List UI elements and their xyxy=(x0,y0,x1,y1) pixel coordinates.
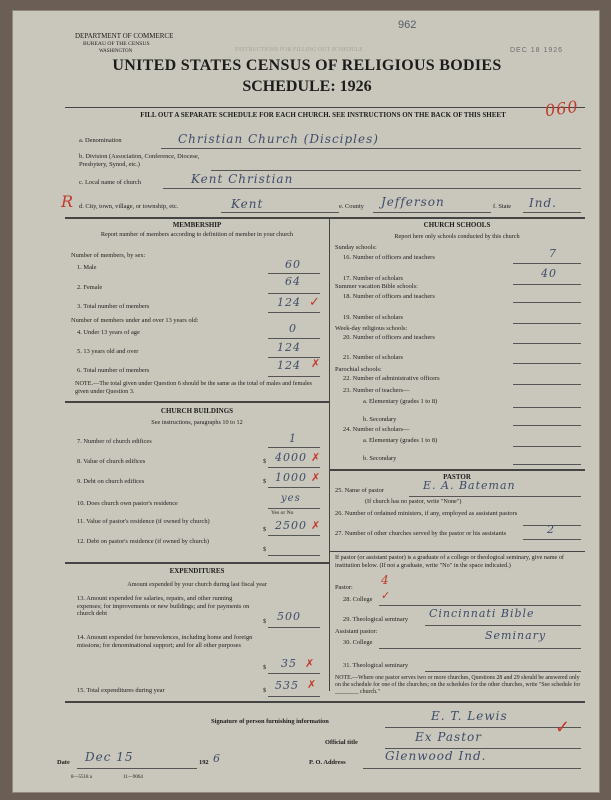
q20-line xyxy=(513,343,581,344)
state-label: f. State xyxy=(493,203,512,210)
expenditures-rule xyxy=(65,562,329,564)
q13-line xyxy=(268,627,320,628)
parochial-schools-label: Parochial schools: xyxy=(335,366,382,373)
official-title-value: Ex Pastor xyxy=(415,730,482,744)
q3-value: 124 xyxy=(277,296,301,309)
q14-line xyxy=(268,673,320,674)
q16-value: 7 xyxy=(549,247,557,260)
denomination-line xyxy=(161,148,581,149)
faded-instructions-heading: INSTRUCTIONS FOR FILLING OUT SCHEDULE xyxy=(235,47,363,53)
review-check-mark: ✓ xyxy=(555,717,571,737)
q8-x-mark: ✗ xyxy=(311,452,321,464)
sunday-schools-label: Sunday schools: xyxy=(335,244,377,251)
q10-label: 10. Does church own pastor's residence xyxy=(77,500,178,507)
q6-value: 124 xyxy=(277,359,301,372)
instruction-rule-top xyxy=(65,107,585,108)
pastor-heading: PASTOR xyxy=(443,473,471,481)
q8-line xyxy=(268,467,320,468)
q23a-line xyxy=(513,407,581,408)
q28-line xyxy=(379,605,581,606)
q6-x-mark: ✗ xyxy=(311,358,321,370)
pastor-rule xyxy=(329,469,585,471)
dept-name: DEPARTMENT OF COMMERCE xyxy=(75,32,174,40)
q4-label: 4. Under 13 years of age xyxy=(77,329,140,336)
q24-label: 24. Number of scholars— xyxy=(343,426,410,433)
po-address-line xyxy=(363,768,581,769)
q2-value: 64 xyxy=(285,275,301,288)
q23a-label: a. Elementary (grades 1 to 8) xyxy=(363,398,438,405)
classification-code: 060 xyxy=(543,96,580,121)
q14-label: 14. Amount expended for benevolences, including home and foreign missions; for denominational support; and for all other purposes xyxy=(77,634,253,649)
q9-value: 1000 xyxy=(275,471,307,484)
graduate-instruction: If pastor (or assistant pastor) is a graduate of a college or theological seminary, give name of institution below. (If not a graduate, write "No" in the space indicated.) xyxy=(335,554,564,569)
date-value: Dec 15 xyxy=(85,750,134,764)
q4-value: 0 xyxy=(289,322,297,335)
q27-value: 2 xyxy=(547,523,555,536)
schools-heading: CHURCH SCHOOLS xyxy=(423,221,491,229)
city-label: d. City, town, village, or township, etc. xyxy=(79,203,179,210)
signature-value: E. T. Lewis xyxy=(431,709,508,723)
margin-mark: R xyxy=(61,192,75,211)
bureau-city: WASHINGTON xyxy=(99,49,133,54)
buildings-heading: CHURCH BUILDINGS xyxy=(160,407,234,415)
local-name-line xyxy=(163,188,581,189)
expenditures-sub: Amount expended by your church during last fiscal year xyxy=(127,581,267,588)
q19-line xyxy=(513,323,581,324)
q3-check-mark: ✓ xyxy=(309,294,320,309)
q7-label: 7. Number of church edifices xyxy=(77,438,152,445)
expenditures-heading: EXPENDITURES xyxy=(169,567,225,575)
q20-label: 20. Number of officers and teachers xyxy=(343,334,435,341)
q9-dollar: $ xyxy=(263,478,267,485)
buildings-sub: See instructions, paragraphs 10 to 12 xyxy=(151,419,243,426)
q25-note: (If church has no pastor, write "None") xyxy=(365,498,462,505)
q11-line xyxy=(268,535,320,536)
q13-label: 13. Amount expended for salaries, repairs, and other running expenses; for improvements or new buildings; and for payments on church debt xyxy=(77,595,250,618)
q29-label: 29. Theological seminary xyxy=(343,616,409,623)
received-stamp: DEC 18 1926 xyxy=(510,47,564,54)
buildings-rule xyxy=(65,401,329,403)
q28-label: 28. College xyxy=(343,596,373,603)
state-value: Ind. xyxy=(529,196,557,210)
po-address-label: P. O. Address xyxy=(309,759,346,766)
q1-value: 60 xyxy=(285,258,301,271)
q17-line xyxy=(513,284,581,285)
q11-value: 2500 xyxy=(275,519,307,532)
official-title-label: Official title xyxy=(325,739,358,746)
q17-label: 17. Number of scholars xyxy=(343,275,403,282)
q24b-line xyxy=(513,464,581,465)
state-line xyxy=(523,212,581,213)
q22-label: 22. Number of administrative officers xyxy=(343,375,440,382)
signature-line xyxy=(385,727,581,728)
q25-value: E. A. Bateman xyxy=(423,479,516,492)
q26-label: 26. Number of ordained ministers, if any, employed as assistant pastors xyxy=(335,510,518,517)
q9-label: 9. Debt on church edifices xyxy=(77,478,145,485)
q4-line xyxy=(268,338,320,339)
q30-label: 30. College xyxy=(343,639,373,646)
county-line xyxy=(373,212,491,213)
q13-value: 500 xyxy=(277,610,301,623)
q2-label: 2. Female xyxy=(77,284,103,291)
pastor-mark: 4 xyxy=(381,573,390,587)
q23b-label: b. Secondary xyxy=(363,416,397,423)
q11-dollar: $ xyxy=(263,526,267,533)
q27-label: 27. Number of other churches served by the pastor or his assistants xyxy=(335,530,507,537)
division-label: b. Division (Association, Conference, Diocese, Presbytery, Synod, etc.) xyxy=(79,153,200,168)
section-top-rule xyxy=(65,217,585,219)
q29-value-line2: Seminary xyxy=(485,629,547,642)
q6-line xyxy=(268,376,320,377)
q24a-line xyxy=(513,446,581,447)
footer-rule xyxy=(65,701,585,703)
q1-label: 1. Male xyxy=(77,264,97,271)
pastor-mid-rule xyxy=(329,551,585,552)
pastor-note: NOTE.—Where one pastor serves two or more churches, Questions 28 and 29 should be answered only on the schedule for one of the churches; on the schedules for the other churches, write "See schedule for ________ church." xyxy=(335,675,581,695)
form-subtitle: SCHEDULE: 1926 xyxy=(242,78,372,95)
q14-value: 35 xyxy=(281,657,297,670)
q3-label: 3. Total number of members xyxy=(77,303,150,310)
q15-label: 15. Total expenditures during year xyxy=(77,687,165,694)
q7-line xyxy=(268,447,320,448)
year-digit: 6 xyxy=(213,752,221,765)
city-value: Kent xyxy=(231,197,264,211)
q17-value: 40 xyxy=(541,267,557,280)
city-line xyxy=(221,212,339,213)
q14-dollar: $ xyxy=(263,664,267,671)
age-intro-label: Number of members under and over 13 years old: xyxy=(71,317,199,324)
county-label: e. County xyxy=(339,203,364,210)
q14-x-mark: ✗ xyxy=(305,658,315,670)
q21-label: 21. Number of scholars xyxy=(343,354,403,361)
po-address-value: Glenwood Ind. xyxy=(385,749,487,763)
q8-value: 4000 xyxy=(275,451,307,464)
summer-schools-label: Summer vacation Bible schools: xyxy=(335,283,418,290)
q6-label: 6. Total number of members xyxy=(77,367,150,374)
membership-heading: MEMBERSHIP xyxy=(172,221,222,229)
q16-line xyxy=(513,263,581,264)
q23-label: 23. Number of teachers— xyxy=(343,387,410,394)
q25-label: 25. Name of pastor xyxy=(335,487,384,494)
q24b-label: b. Secondary xyxy=(363,455,397,462)
q10-value: yes xyxy=(281,493,301,504)
denomination-label: a. Denomination xyxy=(79,137,122,144)
q9-x-mark: ✗ xyxy=(311,472,321,484)
q3-line xyxy=(268,312,320,313)
division-line xyxy=(211,170,581,171)
q30-line xyxy=(379,648,581,649)
q7-value: 1 xyxy=(289,432,297,445)
q8-label: 8. Value of church edifices xyxy=(77,458,146,465)
q11-x-mark: ✗ xyxy=(311,520,321,532)
q13-dollar: $ xyxy=(263,618,267,625)
membership-intro: Report number of members according to definition of member in your church xyxy=(100,231,294,238)
q31-label: 31. Theological seminary xyxy=(343,662,409,669)
q5-value: 124 xyxy=(277,341,301,354)
q23b-line xyxy=(513,425,581,426)
print-code: 8—5518 a xyxy=(71,775,92,780)
q15-line xyxy=(268,696,320,697)
q18-label: 18. Number of officers and teachers xyxy=(343,293,435,300)
q31-line xyxy=(425,671,581,672)
q19-label: 19. Number of scholars xyxy=(343,314,403,321)
q15-x-mark: ✗ xyxy=(307,679,317,691)
q27-line xyxy=(523,539,581,540)
q12-dollar: $ xyxy=(263,546,267,553)
q24a-label: a. Elementary (grades 1 to 8) xyxy=(363,437,438,444)
q10-line xyxy=(268,508,320,509)
q5-label: 5. 13 years old and over xyxy=(77,348,139,355)
q11-label: 11. Value of pastor's residence (if owned by church) xyxy=(77,518,210,525)
pastor-sub-label: Pastor: xyxy=(335,584,353,591)
center-divider xyxy=(329,217,330,551)
county-value: Jefferson xyxy=(381,195,445,209)
denomination-value: Christian Church (Disciples) xyxy=(178,132,379,146)
q8-dollar: $ xyxy=(263,458,267,465)
date-label: Date xyxy=(57,759,70,766)
schedule-number: 962 xyxy=(398,19,417,31)
signature-label: Signature of person furnishing information xyxy=(211,718,329,725)
local-name-label: c. Local name of church xyxy=(79,179,141,186)
local-name-value: Kent Christian xyxy=(191,172,294,186)
lower-center-divider xyxy=(329,551,330,691)
q15-dollar: $ xyxy=(263,687,267,694)
q29-line xyxy=(425,625,581,626)
form-title: UNITED STATES CENSUS OF RELIGIOUS BODIES xyxy=(112,57,502,74)
date-line xyxy=(77,768,197,769)
membership-note: NOTE.—The total given under Question 6 should be the same as the total of males and females given under Question 3. xyxy=(75,380,312,395)
q15-value: 535 xyxy=(275,679,299,692)
q22-line xyxy=(513,384,581,385)
q12-label: 12. Debt on pastor's residence (if owned by church) xyxy=(77,538,209,545)
fill-out-instruction: FILL OUT A SEPARATE SCHEDULE FOR EACH CHURCH. SEE INSTRUCTIONS ON THE BACK OF THIS SHEET xyxy=(140,111,506,119)
members-by-sex-label: Number of members, by sex: xyxy=(71,252,146,259)
schools-intro: Report here only schools conducted by this church xyxy=(394,233,520,240)
weekday-schools-label: Week-day religious schools: xyxy=(335,325,408,332)
print-code-2: 11—9064 xyxy=(123,775,143,780)
yes-no-hint: Yes or No xyxy=(271,510,294,516)
q12-line xyxy=(268,555,320,556)
q29-value-line1: Cincinnati Bible xyxy=(429,607,535,620)
q18-line xyxy=(513,302,581,303)
assistant-pastor-label: Assistant pastor: xyxy=(335,628,378,635)
q1-line xyxy=(268,273,320,274)
bureau-name: BUREAU OF THE CENSUS xyxy=(83,41,150,47)
year-label: 192 xyxy=(199,759,209,766)
q16-label: 16. Number of officers and teachers xyxy=(343,254,435,261)
q25-line xyxy=(409,496,581,497)
census-schedule-sheet xyxy=(12,10,600,793)
q21-line xyxy=(513,363,581,364)
q9-line xyxy=(268,487,320,488)
q28-check-mark: ✓ xyxy=(381,590,391,602)
